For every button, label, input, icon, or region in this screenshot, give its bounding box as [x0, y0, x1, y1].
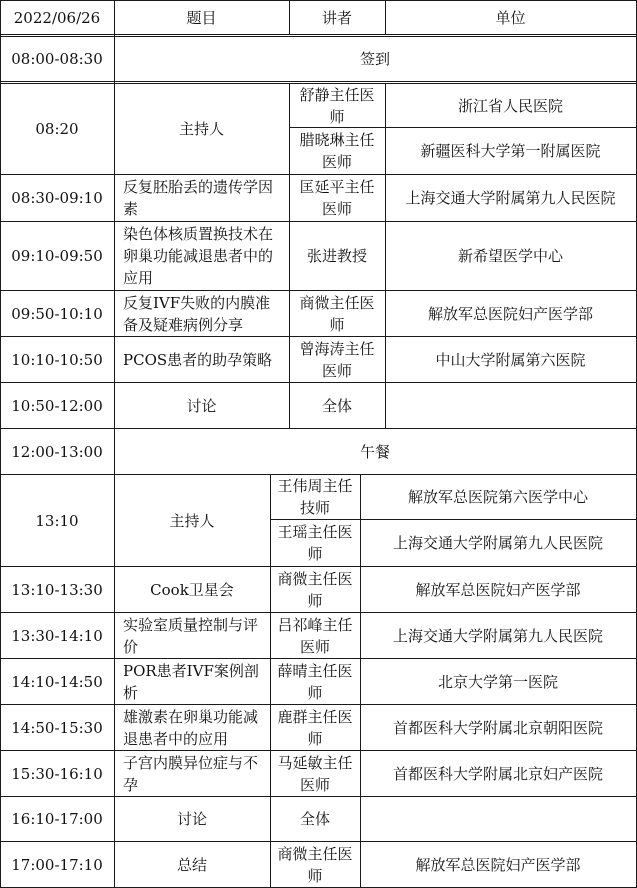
row-time: 08:00-08:30 — [11, 50, 103, 68]
row-unit: 中山大学附属第六医院 — [435, 350, 586, 369]
row-time: 16:10-17:00 — [11, 810, 103, 828]
row-unit: 上海交通大学附属第九人民医院 — [392, 534, 603, 552]
row-topic: 讨论 — [176, 810, 207, 828]
row-speaker: 曾海涛主任医师 — [299, 339, 375, 380]
row-topic: 反复IVF失败的内膜准备及疑难病例分享 — [123, 293, 271, 334]
row-speaker: 商微主任医师 — [277, 844, 353, 885]
row-unit: 上海交通大学附属第九人民医院 — [405, 189, 616, 207]
row-time: 09:50-10:10 — [11, 304, 103, 323]
row-time: 13:30-14:10 — [11, 626, 103, 645]
row-time: 14:50-15:30 — [11, 718, 103, 737]
row-speaker: 腊晓琳主任医师 — [299, 131, 375, 171]
header-speaker: 讲者 — [321, 8, 352, 27]
row-topic: Cook卫星会 — [150, 580, 234, 599]
row-span-label: 午餐 — [359, 442, 390, 461]
row-topic: 反复胚胎丢的遗传学因素 — [123, 178, 274, 218]
row-unit: 新希望医学中心 — [457, 247, 563, 265]
row-speaker: 舒静主任医师 — [299, 85, 375, 126]
row-time: 15:30-16:10 — [11, 764, 103, 783]
row-topic: 主持人 — [178, 120, 224, 138]
row-topic: 染色体核质置换技术在卵巢功能减退患者中的应用 — [123, 225, 274, 287]
row-time: 13:10-13:30 — [11, 580, 103, 599]
row-time: 08:20 — [35, 120, 79, 138]
row-time: 17:00-17:10 — [11, 855, 103, 874]
header-unit: 单位 — [495, 8, 526, 27]
row-time: 12:00-13:00 — [11, 442, 103, 461]
row-time: 08:30-09:10 — [11, 189, 103, 207]
row-topic: 主持人 — [169, 511, 215, 530]
row-unit: 解放军总医院第六医学中心 — [407, 488, 588, 506]
row-time: 10:10-10:50 — [11, 350, 103, 369]
row-speaker: 商微主任医师 — [299, 293, 375, 334]
row-unit: 首都医科大学附属北京朝阳医院 — [392, 718, 603, 737]
row-speaker: 吕祁峰主任医师 — [277, 615, 353, 656]
row-time: 14:10-14:50 — [11, 672, 103, 691]
row-topic: 总结 — [176, 855, 207, 874]
row-time: 09:10-09:50 — [11, 247, 103, 265]
row-unit: 首都医科大学附属北京妇产医院 — [392, 764, 603, 783]
row-unit: 北京大学第一医院 — [437, 672, 558, 691]
row-unit: 浙江省人民医院 — [457, 96, 563, 115]
row-speaker: 全体 — [321, 396, 352, 415]
row-topic: 讨论 — [186, 396, 217, 415]
row-time: 13:10 — [35, 511, 79, 530]
row-speaker: 商微主任医师 — [277, 569, 353, 610]
row-unit — [360, 797, 636, 841]
row-topic: 子宫内膜异位症与不孕 — [123, 753, 259, 794]
row-span-label: 签到 — [359, 50, 390, 68]
row-speaker: 马延敏主任医师 — [277, 753, 353, 794]
row-speaker: 王瑶主任医师 — [277, 523, 353, 563]
row-speaker: 薛晴主任医师 — [277, 661, 353, 702]
row-unit: 解放军总医院妇产医学部 — [427, 304, 593, 323]
row-unit: 解放军总医院妇产医学部 — [415, 855, 581, 874]
row-topic: 实验室质量控制与评价 — [123, 615, 259, 656]
header-topic: 题目 — [186, 8, 217, 27]
row-topic: PCOS患者的助孕策略 — [123, 350, 273, 369]
row-speaker: 匡延平主任医师 — [299, 178, 375, 218]
row-topic: POR患者IVF案例剖析 — [123, 661, 259, 702]
row-speaker: 王伟周主任技师 — [277, 477, 353, 517]
row-speaker: 鹿群主任医师 — [277, 707, 353, 748]
row-unit: 新疆医科大学第一附属医院 — [420, 142, 601, 160]
row-unit — [385, 383, 636, 428]
row-time: 10:50-12:00 — [11, 396, 103, 415]
row-speaker: 张进教授 — [306, 247, 367, 265]
row-unit: 上海交通大学附属第九人民医院 — [392, 626, 603, 645]
header-date: 2022/06/26 — [13, 8, 101, 27]
row-speaker: 全体 — [299, 810, 330, 828]
row-unit: 解放军总医院妇产医学部 — [415, 580, 581, 599]
row-topic: 雄激素在卵巢功能减退患者中的应用 — [123, 707, 259, 748]
